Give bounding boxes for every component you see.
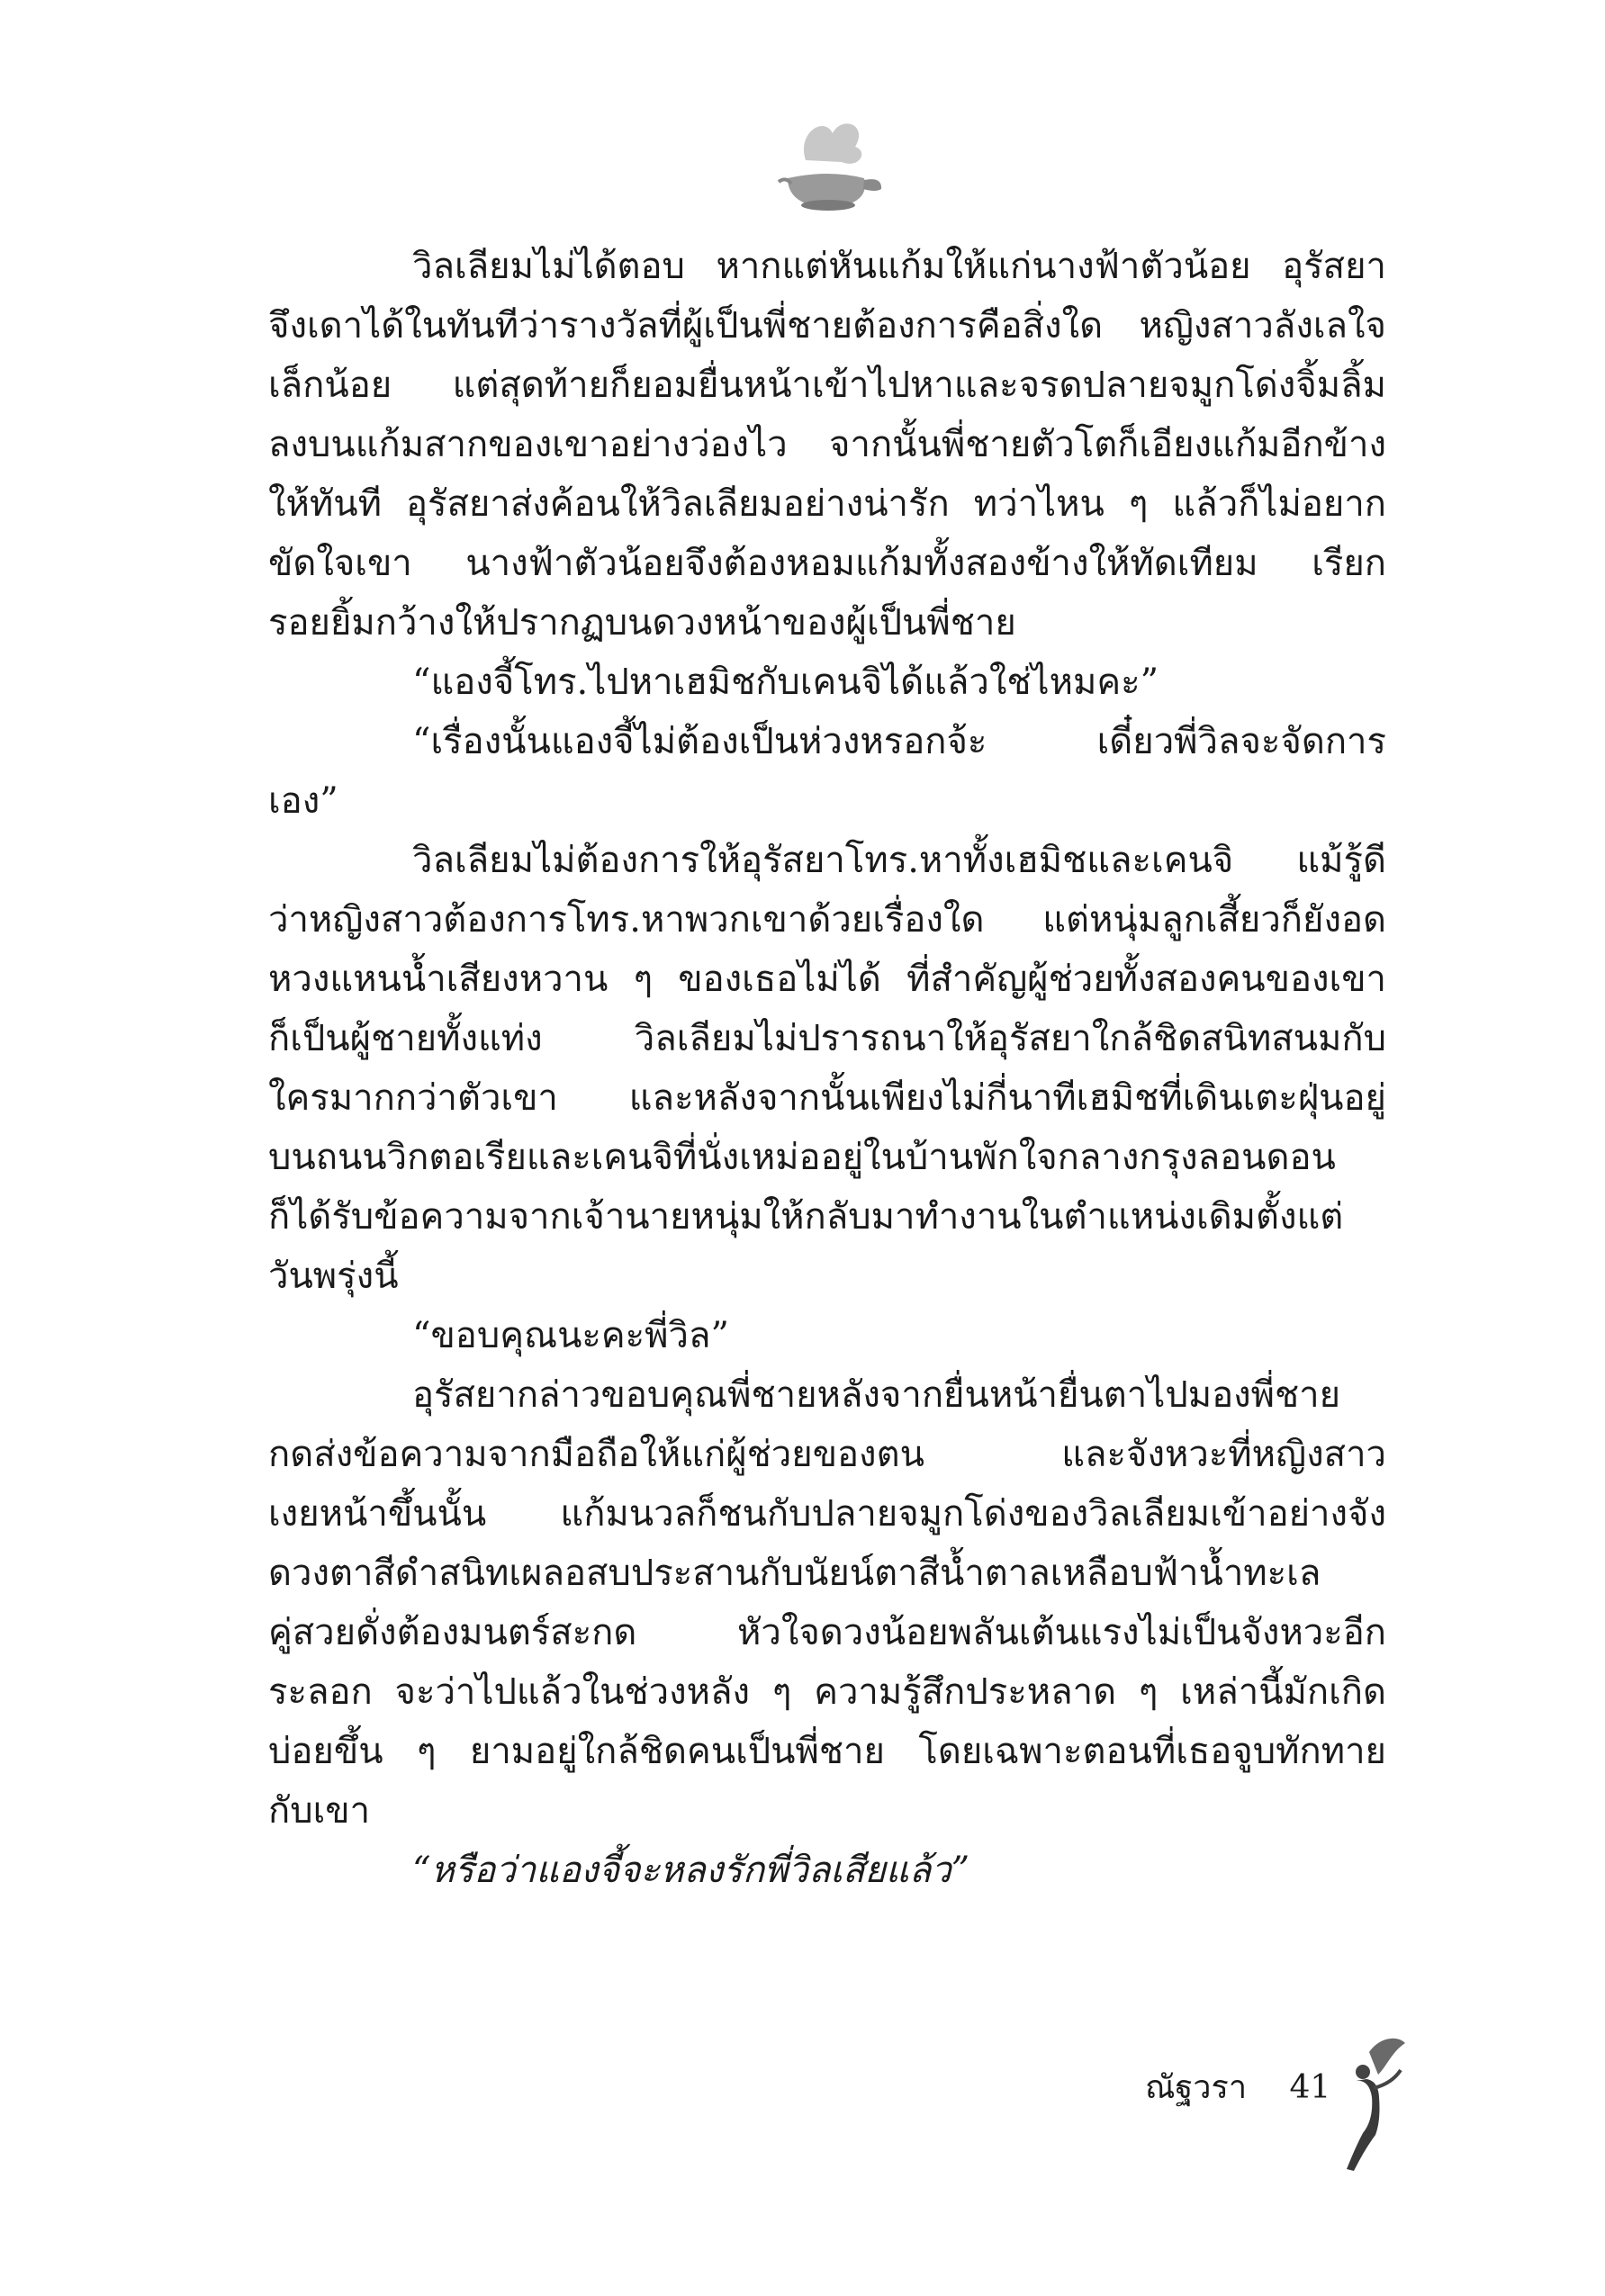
text-line: กดส่งข้อความจากมือถือให้แก่ผู้ช่วยของตน และจังหวะที่หญิงสาว	[268, 1434, 1386, 1475]
text-line: “ขอบคุณนะคะพี่วิล”	[412, 1315, 729, 1356]
text-line: เล็กน้อย แต่สุดท้ายก็ยอมยื่นหน้าเข้าไปหาและจรดปลายจมูกโด่งจิ้มลิ้ม	[268, 365, 1386, 406]
text-line: ให้ทันที อุรัสยาส่งค้อนให้วิลเลียมอย่างน่ารัก ทว่าไหน ๆ แล้วก็ไม่อยาก	[268, 483, 1386, 525]
text-line: เงยหน้าขึ้นนั้น แก้มนวลก็ชนกับปลายจมูกโด่งของวิลเลียมเข้าอย่างจัง	[268, 1493, 1386, 1535]
text-line: ก็ได้รับข้อความจากเจ้านายหนุ่มให้กลับมาทำงานในตำแหน่งเดิมตั้งแต่	[268, 1196, 1344, 1238]
text-line: “หรือว่าแองจี้จะหลงรักพี่วิลเสียแล้ว”	[412, 1850, 970, 1891]
text-line: คู่สวยดั่งต้องมนตร์สะกด หัวใจดวงน้อยพลันเต้นแรงไม่เป็นจังหวะอีก	[268, 1612, 1386, 1653]
text-line: กับเขา	[268, 1790, 371, 1832]
text-line: บนถนนวิกตอเรียและเคนจิที่นั่งเหม่ออยู่ในบ้านพักใจกลางกรุงลอนดอน	[268, 1137, 1336, 1178]
text-line: วิลเลียมไม่ได้ตอบ หากแต่หันแก้มให้แก่นางฟ้าตัวน้อย อุรัสยา	[412, 246, 1386, 287]
text-line: ว่าหญิงสาวต้องการโทร.หาพวกเขาด้วยเรื่องใด แต่หนุ่มลูกเสี้ยวก็ยังอด	[268, 899, 1386, 941]
text-line: วิลเลียมไม่ต้องการให้อุรัสยาโทร.หาทั้งเฮมิชและเคนจิ แม้รู้ดี	[412, 840, 1386, 881]
text-line: “เรื่องนั้นแองจี้ไม่ต้องเป็นห่วงหรอกจ้ะ เดี๋ยวพี่วิลจะจัดการ	[412, 721, 1386, 762]
text-line: อุรัสยากล่าวขอบคุณพี่ชายหลังจากยื่นหน้ายื่นตาไปมองพี่ชาย	[412, 1374, 1341, 1416]
text-line: วันพรุ่งนี้	[268, 1256, 399, 1297]
text-line: เอง”	[268, 780, 338, 822]
page-number: 41	[1289, 2069, 1331, 2106]
text-line: หวงแหนน้ำเสียงหวาน ๆ ของเธอไม่ได้ ที่สำคัญผู้ช่วยทั้งสองคนของเขา	[268, 959, 1386, 1000]
text-line: ระลอก จะว่าไปแล้วในช่วงหลัง ๆ ความรู้สึกประหลาด ๆ เหล่านี้มักเกิด	[268, 1671, 1386, 1713]
fairy-icon	[1329, 2034, 1410, 2178]
text-line: “แองจี้โทร.ไปหาเฮมิชกับเคนจิได้แล้วใช่ไหมคะ”	[412, 662, 1159, 703]
text-line: บ่อยขึ้น ๆ ยามอยู่ใกล้ชิดคนเป็นพี่ชาย โดยเฉพาะตอนที่เธอจูบทักทาย	[268, 1731, 1386, 1772]
text-line: จึงเดาได้ในทันทีว่ารางวัลที่ผู้เป็นพี่ชายต้องการคือสิ่งใด หญิงสาวลังเลใจ	[268, 305, 1386, 347]
text-line: รอยยิ้มกว้างให้ปรากฏบนดวงหน้าของผู้เป็นพี่ชาย	[268, 602, 1016, 644]
teapot-lamp-icon	[770, 106, 887, 223]
text-line: ลงบนแก้มสากของเขาอย่างว่องไว จากนั้นพี่ชายตัวโตก็เอียงแก้มอีกข้าง	[268, 424, 1386, 465]
text-line: ดวงตาสีดำสนิทเผลอสบประสานกับนัยน์ตาสีน้ำตาลเหลือบฟ้าน้ำทะเล	[268, 1553, 1321, 1594]
author-name: ณัฐวรา	[1145, 2069, 1248, 2106]
text-line: ก็เป็นผู้ชายทั้งแท่ง วิลเลียมไม่ปรารถนาให้อุรัสยาใกล้ชิดสนิทสนมกับ	[268, 1018, 1386, 1059]
text-line: ขัดใจเขา นางฟ้าตัวน้อยจึงต้องหอมแก้มทั้งสองข้างให้ทัดเทียม เรียก	[268, 543, 1386, 584]
text-line: ใครมากกว่าตัวเขา และหลังจากนั้นเพียงไม่กี่นาทีเฮมิชที่เดินเตะฝุ่นอยู่	[268, 1077, 1386, 1119]
